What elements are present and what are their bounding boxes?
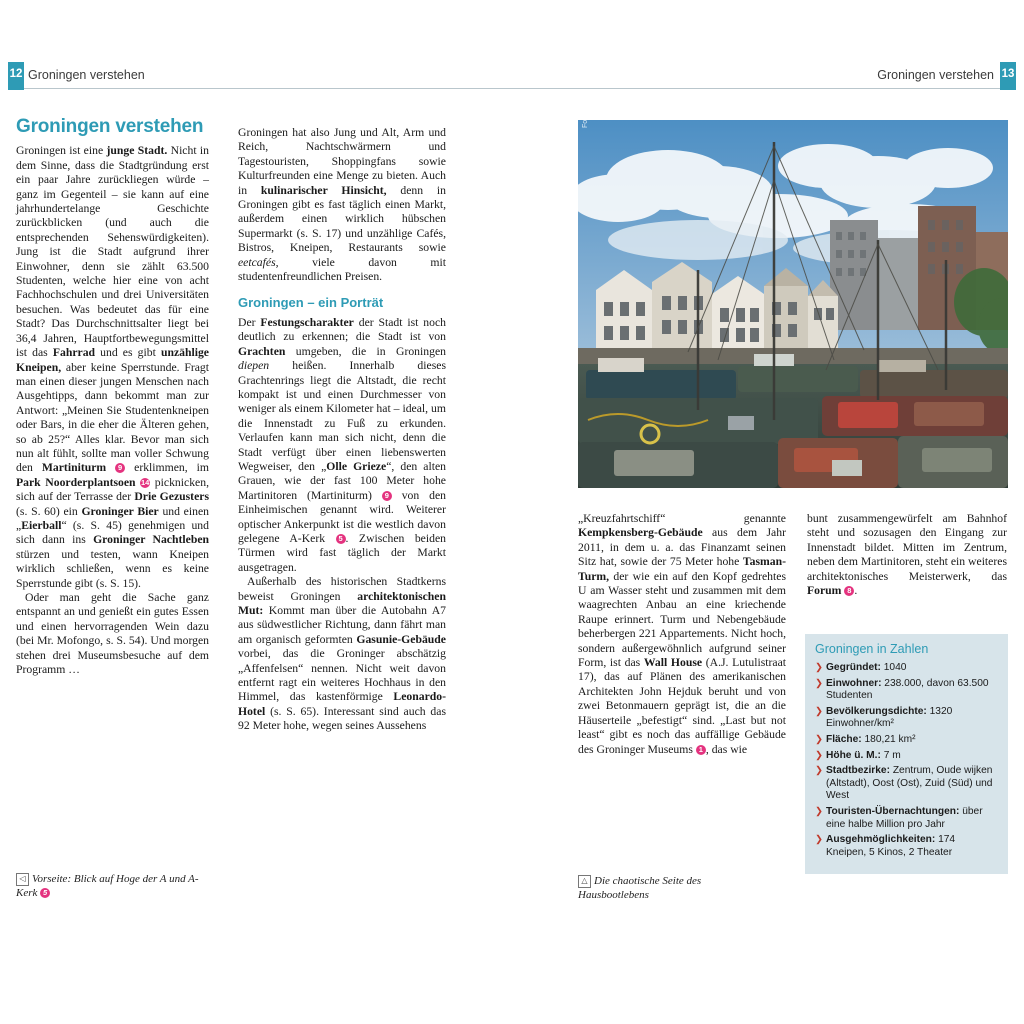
fact-item: ❯ Einwohner: 238.000, davon 63.500 Studenten — [815, 677, 989, 702]
text-column-4 — [807, 512, 1007, 598]
header-rule — [14, 88, 1010, 89]
right-running-head: Groningen verstehen — [877, 68, 994, 82]
facts-box — [805, 634, 1008, 874]
fact-item: ❯ Gegründet: 1040 — [815, 662, 907, 673]
left-page-number: 12 — [9, 68, 23, 80]
fact-item: ❯ Stadtbezirke: Zentrum, Oude wijken (Altstadt), Oost (Ost), Zuid (Süd) und West — [815, 765, 993, 802]
portrait-subheading: Groningen – ein Porträt — [238, 295, 384, 311]
column-3-body — [578, 512, 786, 757]
map-marker-5: 5 — [40, 888, 50, 898]
chevron-right-icon: ❯ — [815, 749, 823, 761]
fact-item: ❯ Fläche: 180,21 km² — [815, 733, 916, 745]
chevron-right-icon: ❯ — [815, 705, 823, 717]
photo-caption-text: Die chaotische Seite des Hausbootlebens — [578, 875, 702, 901]
left-caption-text: Vorseite: Blick auf Hoge der A und A-Kerk — [16, 873, 199, 899]
paragraph: Oder man geht die Sache ganz entspannt an und genießt ein gutes Essen und einen hervorragenden Wein dazu (bei Mr. Mofongo, s. S. 54). Und morgen stehen drei Museumsbesuche auf dem Programm … — [16, 591, 209, 677]
facts-box-title: Groningen in Zahlen — [815, 642, 929, 656]
text-column-3 — [578, 512, 786, 757]
chevron-right-icon: ❯ — [815, 805, 823, 817]
chevron-right-icon: ❯ — [815, 662, 823, 673]
up-arrow-icon: △ — [578, 875, 591, 888]
left-running-head: Groningen verstehen — [28, 68, 145, 82]
left-arrow-icon: ◁ — [16, 873, 29, 886]
facts-list — [815, 662, 998, 859]
paragraph: Groningen ist eine junge Stadt. Nicht in dem Sinne, dass die Stadtgründung erst ein paar Jahre zurückliegen würde – ganz im Gegenteil – sie kann auf eine jahrhundertelange Geschichte zurückblicken (und auch die entsprechenden Sehenswürdigkeiten). Jung ist die Stadt aufgrund ihrer Einwohner, denn sie zählt 63.500 Studenten, welche hier eine von acht Fachhochschulen und drei Universitäten besuchen. Was bedeutet das für eine Stadt? Das Durchschnittsalter liegt bei 36,4 Jahren, Hauptfortbewegungsmittel ist das Fahrrad und es gibt unzählige Kneipen, aber keine Sperrstunde. Fragt man einen dieser jungen Menschen nach Ausgehtipps, dann bekommt man zur Antwort: „Meinen Sie Studentenkneipen oder Bars, in die eher die Älteren gehen, so ab 25?“ Alles klar. Bevor man sich nun alt fühlt, sollte man voller Schwung den Martiniturm 9 erklimmen, im Park Noorderplantsoen 14 picknicken, sich auf der Terrasse der Drie Gezusters (s. S. 60) ein Groninger Bier und einen „Eierball“ (s. S. 45) genehmigen und sich dann ins Groninger Nachtleben stürzen und testen, wann Kneipen wirklich schließen, wenn es keine Sperrstunde gibt (s. S. 15). — [16, 144, 210, 590]
photo-credit: Foto: jh — [582, 104, 589, 128]
harbour-photo-graphic — [578, 120, 1008, 488]
column-4-body — [807, 512, 1007, 598]
paragraph: Außerhalb des historischen Stadtkerns beweist Groningen architektonischen Mut: Kommt man über die Autobahn A7 aus südwestlicher Richtung, dann fährt man am organisch geformten Gasunie-Gebäude vorbei, das die Groninger abschätzig „Affenfelsen“ nennen. Nicht weit davon entfernt ragt ein weiteres Hochhaus in den Himmel, das kastenförmige Leonardo-Hotel (s. S. 65). Interessant sind auch das 92 Meter hohe, wegen seines Aussehens — [238, 575, 446, 733]
paragraph: Der Festungscharakter der Stadt ist noch deutlich zu erkennen; die Stadt ist von Grachten umgeben, die in Groningen diepen heißen. Innerhalb dieses Grachtenrings liegt die Altstadt, die recht kompakt ist und einen Durchmesser von weniger als einem Kilometer hat – ideal, um die Innenstadt zu Fuß zu erkunden. Verlaufen kann man sich nicht, denn die Stadt verfügt über einen liebenswerten Wegweiser, den „Olle Grieze“, den alten Grauen, wie der fast 100 Meter hohe Martinitoren (Martiniturm) 9 von den Einheimischen genannt wird. Weiterer optischer Ankerpunkt ist die westlich davon gelegene A-Kerk 5 . Zwischen beiden Türmen wird fast täglich der Markt ausgetragen. — [238, 315, 446, 574]
paragraph: Groningen hat also Jung und Alt, Arm und Reich, Nachtschwärmern und Tagestouristen, Shoppingfans sowie Kulturfreunden eine Menge zu bieten. Auch in kulinarischer Hinsicht, denn in Groningen gibt es fast täglich einen Markt, außerdem einen wirklich hübschen Supermarkt (s. S. 17) und unzählige Cafés, Bistros, Kneipen, Restaurants sowie eetcafés, viele davon mit studentenfreundlichen Preisen. — [238, 126, 447, 284]
chevron-right-icon: ❯ — [815, 765, 823, 777]
fact-item: ❯ Höhe ü. M.: 7 m — [815, 749, 901, 761]
paragraph: bunt zusammengewürfelt am Bahnhof steht und sozusagen den Eingang zur Innenstadt bildet. Mitten im Zentrum, neben dem Martinitoren, steht ein weiteres architektonisches Meisterwerk, das Forum 8 . — [807, 512, 1007, 598]
fact-item: ❯ Touristen-Übernachtungen: über eine halbe Million pro Jahr — [815, 805, 983, 830]
harbour-photo — [578, 120, 1008, 488]
previous-page-caption — [16, 872, 212, 900]
chevron-right-icon: ❯ — [815, 733, 823, 745]
chevron-right-icon: ❯ — [815, 834, 823, 846]
text-column-2 — [238, 126, 446, 734]
fact-item: ❯ Ausgehmöglichkeiten: 174 Kneipen, 5 Kinos, 2 Theater — [815, 834, 956, 858]
right-page-number: 13 — [1001, 68, 1015, 80]
paragraph: „Kreuzfahrtschiff“ genannte Kempkensberg-Gebäude aus dem Jahr 2011, in dem u. a. das Finanzamt seinen Sitz hat, sowie der 75 Meter hohe Tasman-Turm, der wie ein auf den Kopf gedrehtes U am Wasser steht und zusammen mit dem waagrechten Anbau an eine kriechende Raupe erinnert. Turm und Nebengebäude beherbergen 221 Appartements. Nicht hoch, sondern außergewöhnlich aufgrund seiner Form, ist das Wall House (A.J. Lutulistraat 17), das auf Plänen des amerikanischen Architekten John Hejduk beruht und von zwei Betonmauern geprägt ist, die an die Häuserteile „befestigt“ sind. „Last but not least“ gibt es noch das auffällige Gebäude des Groninger Museums 1 , das wie — [578, 512, 786, 756]
column-1-body — [16, 144, 209, 677]
photo-caption — [578, 874, 768, 902]
fact-item: ❯ Bevölkerungsdichte: 1320 Einwohner/km² — [815, 705, 953, 730]
article-title: Groningen verstehen — [16, 116, 204, 137]
column-2-body-part1 — [238, 126, 446, 734]
chevron-right-icon: ❯ — [815, 677, 823, 689]
text-column-1 — [16, 116, 210, 677]
